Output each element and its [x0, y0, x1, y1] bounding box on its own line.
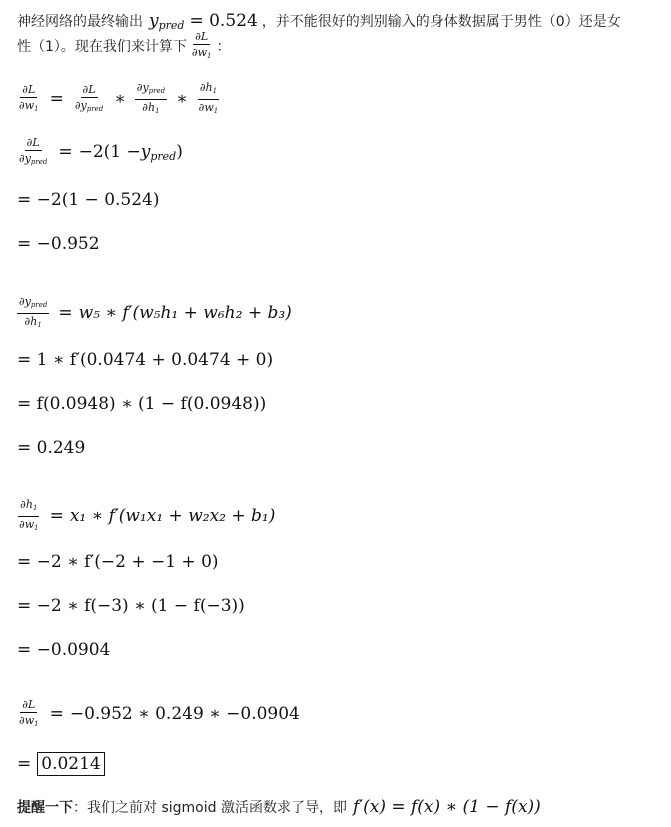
dL-dw1-fraction: $\frac{\partial L}{\partial w1}$ [191, 29, 212, 60]
intro-line-1 [17, 10, 621, 32]
tip-line: 提醒一下 ： 我们之前对 sigmoid 激活函数求了导，即 f′(x) = f(x) ∗ (1 − f(x)) [17, 797, 541, 817]
tip-label: 提醒一下 [17, 800, 73, 816]
ypred-symbol: $y_{pred}$ [149, 10, 185, 32]
dh1-dw1-equation: $\frac{\partial h1}{\partial w1}$ = x₁ ∗ f′(w₁x₁ + w₂x₂ + b₁) [19, 497, 276, 532]
equation-e8: = 0.249 [17, 438, 86, 458]
equation-e6: = 1 ∗ f′(0.0474 + 0.0474 + 0) [17, 350, 274, 370]
dypred-dh1-equation: $\frac{\text{∂ypred}}{\partial h1}$ = w₅ ∗ f′(w₅h₁ + w₆h₂ + b₃) [19, 294, 292, 329]
sigmoid-derivative-formula: f′(x) = f(x) ∗ (1 − f(x)) [352, 797, 541, 817]
chain-rule-equation: $\frac{\partial L}{\partial w1}$ = $\frac{\partial L}{\text{∂ypred}}$ ∗ $\frac{\text{∂ypred}}{\partial h1}$ ∗ $\frac{\partial h1}{\partial w1}$ [19, 80, 219, 115]
ypred-value: = 0.524 [189, 11, 258, 31]
equation-e12: = −0.0904 [17, 640, 111, 660]
final-dL-dw1-equation: $\frac{\partial L}{\partial w1}$ = −0.952 ∗ 0.249 ∗ −0.0904 [19, 697, 300, 728]
intro-line-2 [17, 29, 231, 60]
dL-dypred-equation: $\frac{\partial L}{\text{∂ypred}}$ = −2(1 − $y_{pred}$ ) [19, 135, 183, 166]
equation-e4: = −0.952 [17, 234, 100, 254]
intro-text-b: ，并不能很好的判别输入的身体数据属于男性（0）还是女 [261, 14, 621, 30]
equation-e11: = −2 ∗ f(−3) ∗ (1 − f(−3)) [17, 596, 245, 616]
equation-e7: = f(0.0948) ∗ (1 − f(0.0948)) [17, 394, 267, 414]
final-result: = 0.0214 [17, 751, 105, 777]
intro-text-a: 神经网络的最终输出 [17, 14, 143, 30]
intro-text-c: 性（1）。现在我们来计算下 [17, 39, 187, 55]
boxed-result: 0.0214 [37, 752, 104, 776]
equation-e10: = −2 ∗ f′(−2 + −1 + 0) [17, 552, 219, 572]
equation-e3: = −2(1 − 0.524) [17, 190, 160, 210]
intro-text-d: ： [216, 39, 231, 55]
tip-text: 我们之前对 sigmoid 激活函数求了导，即 [87, 800, 347, 816]
